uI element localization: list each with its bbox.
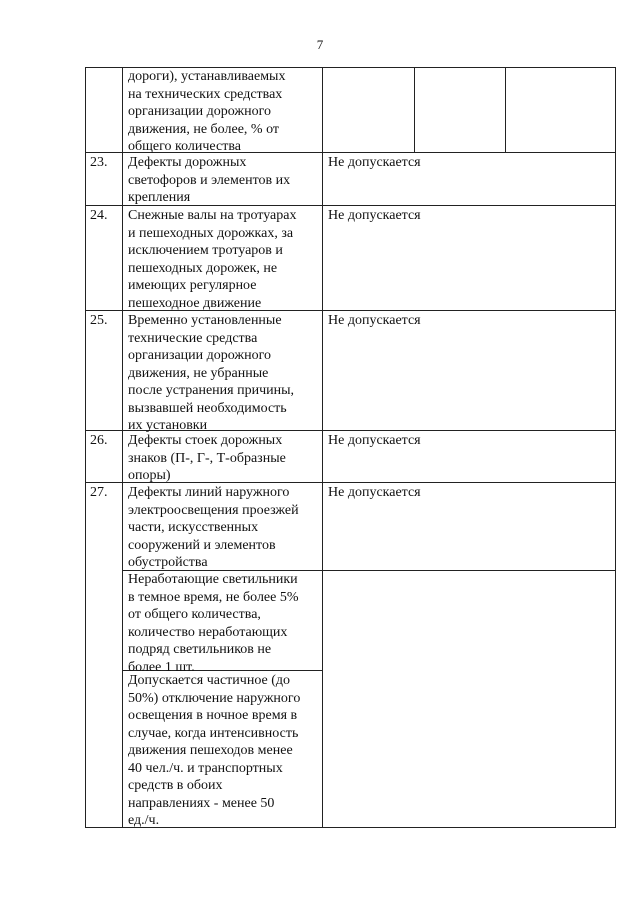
table-border-left bbox=[85, 67, 86, 827]
row-description: Снежные валы на тротуарах и пешеходных дорожках, за исключением тротуаров и пешеходных дорожек, не имеющих регулярное пешеходное движение bbox=[128, 208, 297, 311]
row-status: Не допускается bbox=[328, 155, 421, 170]
row-status: Не допускается bbox=[328, 208, 421, 223]
row-description: Дефекты стоек дорожных знаков (П-, Г-, Т-образные опоры) bbox=[128, 433, 286, 483]
row-number: 25. bbox=[90, 313, 108, 328]
row-status: Не допускается bbox=[328, 485, 421, 500]
column-divider bbox=[414, 67, 415, 152]
row-number: 26. bbox=[90, 433, 108, 448]
row-description: Дефекты дорожных светофоров и элементов их крепления bbox=[128, 155, 291, 205]
column-divider bbox=[505, 67, 506, 152]
row-status: Не допускается bbox=[328, 433, 421, 448]
row-status: Не допускается bbox=[328, 313, 421, 328]
subrow-description: Неработающие светильники в темное время, не более 5% от общего количества, количество неработающих подряд светильников не более 1 шт. bbox=[128, 572, 299, 675]
page-number: 7 bbox=[316, 37, 324, 52]
row-number: 24. bbox=[90, 208, 108, 223]
column-divider bbox=[322, 67, 323, 827]
row-description: Дефекты линий наружного электроосвещения проезжей части, искусственных сооружений и элементов обустройства bbox=[128, 485, 299, 570]
subrow-description: Допускается частичное (до 50%) отключение наружного освещения в ночное время в случае, когда интенсивность движения пешеходов менее 40 чел./ч. и транспортных средств в обоих направлениях - менее 50 ед./ч. bbox=[128, 673, 301, 828]
row-number: 23. bbox=[90, 155, 108, 170]
row-number: 27. bbox=[90, 485, 108, 500]
column-divider bbox=[122, 67, 123, 827]
row-description: Временно установленные технические средства организации дорожного движения, не убранные после устранения причины, вызвавшей необходимость их установки bbox=[128, 313, 295, 433]
table-border-right bbox=[615, 67, 616, 827]
row-description: дороги), устанавливаемых на технических средствах организации дорожного движения, не более, % от общего количества bbox=[128, 69, 286, 154]
